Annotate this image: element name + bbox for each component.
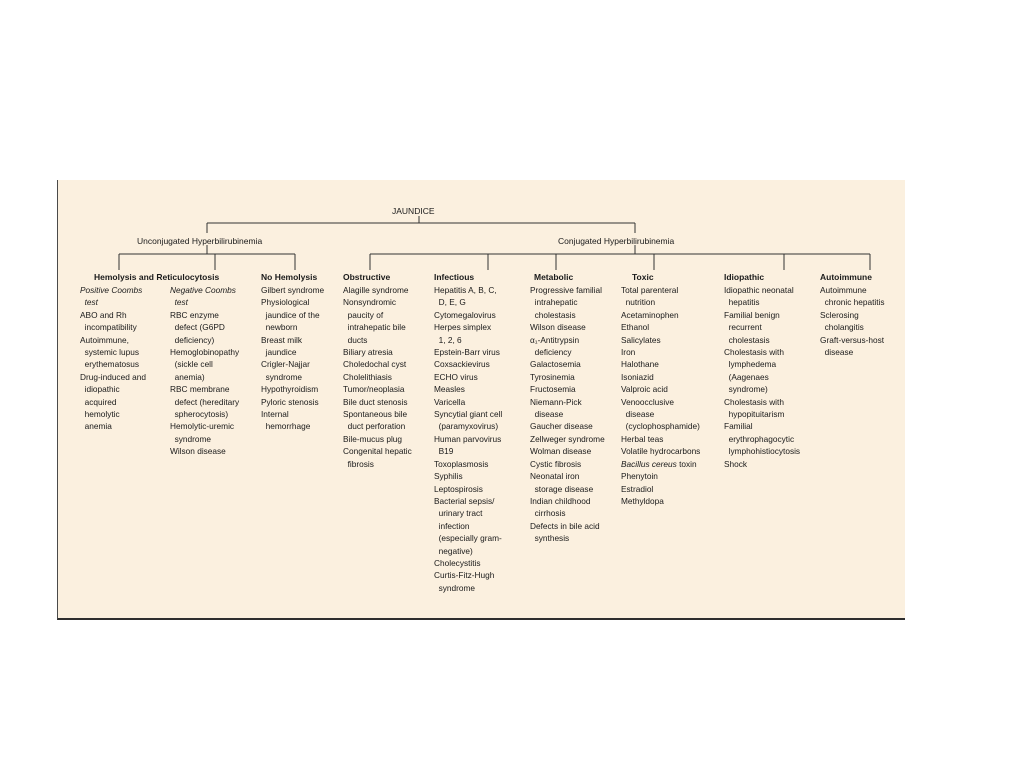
list-item-text: D, E, G — [434, 297, 466, 308]
list-item-text: Cholelithiasis — [343, 371, 392, 382]
list-item-text: Cystic fibrosis — [530, 458, 582, 469]
list-item — [530, 358, 605, 370]
list-item-text: infection — [434, 520, 470, 531]
list-item — [621, 334, 700, 346]
list-item-text: Wolman disease — [530, 446, 592, 457]
list-item — [621, 458, 700, 470]
list-item-text: intrahepatic — [530, 297, 578, 308]
list-item — [724, 445, 800, 457]
list-item — [261, 309, 324, 321]
list-item — [724, 433, 800, 445]
list-item — [724, 334, 800, 346]
column-no-hemolysis — [261, 284, 324, 433]
list-item — [434, 371, 502, 383]
list-item-text: Niemann-Pick — [530, 396, 582, 407]
list-item-text: Leptospirosis — [434, 483, 483, 494]
list-item — [343, 358, 412, 370]
list-item — [170, 296, 239, 308]
list-item-text: ECHO virus — [434, 371, 478, 382]
list-item-text: Tyrosinemia — [530, 371, 575, 382]
column-negative-coombs — [170, 284, 239, 458]
list-item — [434, 309, 502, 321]
list-item — [80, 296, 146, 308]
list-item-text: RBC membrane — [170, 384, 230, 395]
list-item-text: deficiency) — [170, 334, 215, 345]
list-item — [621, 309, 700, 321]
list-item-text: Negative Coombs — [170, 285, 236, 295]
list-item-text: defect (G6PD — [170, 322, 225, 333]
list-item-text: Shock — [724, 458, 748, 469]
list-item — [434, 545, 502, 557]
list-item-text: Halothane — [621, 359, 659, 370]
list-item-text: storage disease — [530, 483, 594, 494]
list-item — [434, 396, 502, 408]
list-item-text: Breast milk — [261, 334, 303, 345]
list-item-text: anemia) — [170, 371, 205, 382]
list-item — [170, 284, 239, 296]
list-item — [343, 346, 412, 358]
list-item-text: Varicella — [434, 396, 466, 407]
list-item-text: Drug-induced and — [80, 371, 146, 382]
list-item — [170, 309, 239, 321]
list-item-text: Wilson disease — [170, 446, 226, 457]
list-item-text: Hemolytic-uremic — [170, 421, 235, 432]
list-item-text: intrahepatic bile — [343, 322, 406, 333]
list-item — [80, 371, 146, 383]
list-item-text: hemorrhage — [261, 421, 311, 432]
list-item-text: Alagille syndrome — [343, 285, 409, 295]
list-item-text: Cholestasis with — [724, 347, 784, 358]
list-item — [434, 433, 502, 445]
list-item — [80, 358, 146, 370]
list-item-text: cirrhosis — [530, 508, 566, 519]
list-item-text: Defects in bile acid — [530, 520, 600, 531]
list-item-text: ducts — [343, 334, 368, 345]
list-item-text: Herpes simplex — [434, 322, 492, 333]
list-item — [724, 346, 800, 358]
list-item-text: Progressive familial — [530, 285, 602, 295]
list-item — [343, 433, 412, 445]
list-item-text: erythrophagocytic — [724, 433, 795, 444]
list-item — [621, 284, 700, 296]
list-item — [170, 396, 239, 408]
list-item — [621, 396, 700, 408]
list-item — [80, 383, 146, 395]
list-item — [530, 433, 605, 445]
list-item — [621, 470, 700, 482]
list-item-text: Biliary atresia — [343, 347, 393, 358]
list-item — [261, 296, 324, 308]
list-item-text: chronic hepatitis — [820, 297, 885, 308]
list-item — [261, 408, 324, 420]
list-item-text: Bile duct stenosis — [343, 396, 408, 407]
list-item-text: synthesis — [530, 533, 570, 544]
column-autoimmune — [820, 284, 885, 358]
list-item-text: Gaucher disease — [530, 421, 593, 432]
list-item — [530, 483, 605, 495]
list-item-text: (sickle cell — [170, 359, 213, 370]
list-item-text: Choledochal cyst — [343, 359, 407, 370]
list-item-text: Valproic acid — [621, 384, 668, 395]
list-item-text: disease — [530, 409, 564, 420]
list-item-text: Phenytoin — [621, 471, 658, 482]
list-item-text: Pyloric stenosis — [261, 396, 319, 407]
list-item — [820, 321, 885, 333]
list-item — [434, 420, 502, 432]
list-item — [724, 408, 800, 420]
list-item — [820, 346, 885, 358]
list-item-text: paucity of — [343, 309, 384, 320]
list-item — [621, 296, 700, 308]
list-item-text: α₁-Antitrypsin — [530, 334, 580, 345]
list-item-text: urinary tract — [434, 508, 483, 519]
jaundice-diagram-panel — [57, 180, 905, 620]
list-item-text: Galactosemia — [530, 359, 581, 370]
category-toxic: Toxic — [632, 272, 654, 282]
list-item-text: hepatitis — [724, 297, 760, 308]
list-item-text: Autoimmune, — [80, 334, 129, 345]
list-item — [434, 296, 502, 308]
list-item-text: Positive Coombs — [80, 285, 143, 295]
list-item — [724, 420, 800, 432]
list-item — [621, 495, 700, 507]
list-item — [724, 396, 800, 408]
list-item-text: syndrome — [170, 433, 212, 444]
list-item — [724, 358, 800, 370]
list-item — [261, 396, 324, 408]
list-item-text: Salicylates — [621, 334, 661, 345]
list-item-text: cholangitis — [820, 322, 864, 333]
list-item — [530, 296, 605, 308]
list-item-text: Iron — [621, 347, 636, 358]
list-item-text: Venoocclusive — [621, 396, 675, 407]
list-item-text: recurrent — [724, 322, 762, 333]
list-item-text: incompatibility — [80, 322, 137, 333]
list-item — [343, 309, 412, 321]
list-item-text: Familial — [724, 421, 753, 432]
list-item — [343, 458, 412, 470]
list-item-text: Fructosemia — [530, 384, 576, 395]
list-item-text: acquired — [80, 396, 117, 407]
conjugated-label: Conjugated Hyperbilirubinemia — [558, 236, 675, 246]
list-item — [530, 371, 605, 383]
list-item — [724, 371, 800, 383]
list-item — [170, 321, 239, 333]
list-item — [434, 483, 502, 495]
list-item — [530, 532, 605, 544]
list-item-text: Volatile hydrocarbons — [621, 446, 701, 457]
list-item-text: test — [170, 297, 188, 308]
list-item-suffix: toxin — [676, 458, 697, 469]
list-item — [343, 383, 412, 395]
list-item — [80, 309, 146, 321]
list-item — [343, 371, 412, 383]
list-item — [434, 495, 502, 507]
list-item-text: Herbal teas — [621, 433, 664, 444]
column-obstructive — [343, 284, 412, 470]
list-item-text: 1, 2, 6 — [434, 334, 462, 345]
list-item-text: test — [80, 297, 98, 308]
list-item-text: Syphilis — [434, 471, 463, 482]
list-item — [80, 346, 146, 358]
list-item-text: disease — [820, 347, 854, 358]
list-item — [530, 470, 605, 482]
list-item-text: Neonatal iron — [530, 471, 580, 482]
list-item-text: defect (hereditary — [170, 396, 240, 407]
list-item — [170, 334, 239, 346]
list-item-text: lymphedema — [724, 359, 777, 370]
list-item — [170, 358, 239, 370]
list-item — [343, 296, 412, 308]
list-item — [170, 420, 239, 432]
list-item — [343, 321, 412, 333]
list-item-text: disease — [621, 409, 655, 420]
list-item-text: newborn — [261, 322, 298, 333]
list-item-text: Human parvovirus — [434, 433, 502, 444]
list-item-text: Graft-versus-host — [820, 334, 885, 345]
list-item — [530, 309, 605, 321]
list-item — [530, 284, 605, 296]
list-item — [434, 470, 502, 482]
list-item — [530, 520, 605, 532]
list-item — [170, 371, 239, 383]
list-item — [530, 420, 605, 432]
list-item-text: Internal — [261, 409, 289, 420]
list-item — [343, 334, 412, 346]
list-item — [621, 383, 700, 395]
list-item-text: fibrosis — [343, 458, 374, 469]
list-item-text: systemic lupus — [80, 347, 140, 358]
list-item-text: duct perforation — [343, 421, 406, 432]
list-item-text: nutrition — [621, 297, 656, 308]
list-item — [434, 383, 502, 395]
category-obstructive: Obstructive — [343, 272, 391, 282]
list-item-text: Zellweger syndrome — [530, 433, 605, 444]
list-item — [621, 433, 700, 445]
list-item — [343, 420, 412, 432]
list-item-text: Congenital hepatic — [343, 446, 412, 457]
column-metabolic — [530, 284, 605, 545]
list-item-text: Bacillus cereus — [621, 458, 677, 469]
list-item — [170, 408, 239, 420]
list-item — [80, 284, 146, 296]
list-item-text: Cholestasis with — [724, 396, 784, 407]
list-item — [530, 408, 605, 420]
list-item — [621, 483, 700, 495]
list-item — [343, 445, 412, 457]
list-item — [434, 284, 502, 296]
list-item — [434, 445, 502, 457]
list-item — [530, 321, 605, 333]
list-item-text: negative) — [434, 545, 473, 556]
list-item — [261, 346, 324, 358]
list-item — [621, 408, 700, 420]
list-item-text: Hepatitis A, B, C, — [434, 285, 497, 295]
list-item — [434, 458, 502, 470]
list-item-text: erythematosus — [80, 359, 140, 370]
list-item — [261, 334, 324, 346]
list-item — [434, 532, 502, 544]
list-item — [261, 371, 324, 383]
category-infectious: Infectious — [434, 272, 475, 282]
list-item-text: hypopituitarism — [724, 409, 785, 420]
list-item — [261, 420, 324, 432]
list-item — [170, 433, 239, 445]
list-item-text: Estradiol — [621, 483, 654, 494]
column-infectious — [434, 284, 502, 594]
list-item-text: Crigler-Najjar — [261, 359, 310, 370]
list-item — [434, 520, 502, 532]
list-item — [261, 321, 324, 333]
list-item-text: Syncytial giant cell — [434, 409, 503, 420]
list-item-text: Hypothyroidism — [261, 384, 319, 395]
list-item-text: Nonsyndromic — [343, 297, 397, 308]
list-item-text: Total parenteral — [621, 285, 679, 295]
list-item — [724, 296, 800, 308]
list-item-text: Tumor/neoplasia — [343, 384, 405, 395]
list-item — [261, 284, 324, 296]
column-idiopathic — [724, 284, 800, 470]
category-hemolysis: Hemolysis and Reticulocytosis — [94, 272, 220, 282]
list-item-text: Hemoglobinopathy — [170, 347, 240, 358]
list-item — [724, 321, 800, 333]
list-item-text: Wilson disease — [530, 322, 586, 333]
list-item-text: lymphohistiocytosis — [724, 446, 801, 457]
list-item-text: (paramyxovirus) — [434, 421, 499, 432]
list-item — [80, 408, 146, 420]
root-label: JAUNDICE — [392, 206, 435, 216]
list-item — [343, 396, 412, 408]
list-item — [820, 334, 885, 346]
list-item — [170, 445, 239, 457]
list-item-text: Curtis-Fitz-Hugh — [434, 570, 495, 581]
list-item-text: Cytomegalovirus — [434, 309, 496, 320]
list-item — [530, 458, 605, 470]
list-item-text: Measles — [434, 384, 465, 395]
list-item — [621, 445, 700, 457]
list-item-text: anemia — [80, 421, 112, 432]
list-item — [530, 383, 605, 395]
list-item — [530, 495, 605, 507]
list-item — [261, 358, 324, 370]
category-autoimmune: Autoimmune — [820, 272, 872, 282]
list-item — [434, 557, 502, 569]
list-item-text: jaundice of the — [261, 309, 320, 320]
list-item — [261, 383, 324, 395]
list-item — [724, 309, 800, 321]
list-item — [434, 408, 502, 420]
list-item — [434, 321, 502, 333]
list-item-text: Gilbert syndrome — [261, 285, 325, 295]
category-metabolic: Metabolic — [534, 272, 574, 282]
list-item-text: Bile-mucus plug — [343, 433, 403, 444]
list-item-text: (especially gram- — [434, 533, 502, 544]
list-item — [434, 507, 502, 519]
list-item-text: syndrome) — [724, 384, 768, 395]
list-item-text: Coxsackievirus — [434, 359, 490, 370]
list-item-text: Ethanol — [621, 322, 650, 333]
list-item — [621, 321, 700, 333]
list-item — [80, 321, 146, 333]
list-item — [530, 507, 605, 519]
list-item-text: cholestasis — [724, 334, 770, 345]
list-item — [724, 458, 800, 470]
list-item-text: Isoniazid — [621, 371, 654, 382]
list-item-text: Indian childhood — [530, 495, 591, 506]
list-item-text: Epstein-Barr virus — [434, 347, 500, 358]
list-item-text: (Aagenaes — [724, 371, 769, 382]
list-item — [343, 408, 412, 420]
list-item-text: Acetaminophen — [621, 309, 679, 320]
list-item — [530, 445, 605, 457]
list-item-text: deficiency — [530, 347, 572, 358]
list-item-text: Autoimmune — [820, 285, 867, 295]
list-item-text: Familial benign — [724, 309, 780, 320]
list-item — [80, 420, 146, 432]
list-item-text: Cholecystitis — [434, 557, 481, 568]
category-no-hemolysis: No Hemolysis — [261, 272, 318, 282]
list-item — [343, 284, 412, 296]
column-positive-coombs — [80, 284, 146, 433]
list-item — [621, 420, 700, 432]
list-item — [434, 334, 502, 346]
list-item-text: Physiological — [261, 297, 310, 308]
list-item-text: Spontaneous bile — [343, 409, 408, 420]
list-item — [724, 284, 800, 296]
list-item-text: Bacterial sepsis/ — [434, 495, 495, 506]
list-item — [820, 296, 885, 308]
list-item — [530, 334, 605, 346]
list-item — [434, 358, 502, 370]
list-item — [530, 346, 605, 358]
list-item-text: ABO and Rh — [80, 309, 127, 320]
column-toxic — [621, 284, 700, 507]
list-item-text: Toxoplasmosis — [434, 458, 489, 469]
list-item-text: RBC enzyme — [170, 309, 219, 320]
list-item-text: hemolytic — [80, 409, 120, 420]
list-item — [434, 569, 502, 581]
list-item — [434, 346, 502, 358]
list-item — [80, 334, 146, 346]
list-item-text: cholestasis — [530, 309, 576, 320]
list-item — [724, 383, 800, 395]
list-item — [530, 396, 605, 408]
list-item — [170, 383, 239, 395]
list-item-text: Idiopathic neonatal — [724, 285, 794, 295]
list-item-text: Methyldopa — [621, 495, 664, 506]
list-item — [621, 371, 700, 383]
list-item-text: (cyclophosphamide) — [621, 421, 700, 432]
list-item-text: idiopathic — [80, 384, 120, 395]
list-item — [820, 284, 885, 296]
list-item — [434, 582, 502, 594]
list-item-text: B19 — [434, 446, 454, 457]
list-item — [621, 358, 700, 370]
list-item-text: syndrome — [434, 582, 476, 593]
list-item-text: jaundice — [261, 347, 297, 358]
list-item — [820, 309, 885, 321]
list-item-text: spherocytosis) — [170, 409, 229, 420]
list-item-text: syndrome — [261, 371, 303, 382]
list-item — [621, 346, 700, 358]
list-item — [170, 346, 239, 358]
list-item — [80, 396, 146, 408]
unconjugated-label: Unconjugated Hyperbilirubinemia — [137, 236, 263, 246]
list-item-text: Sclerosing — [820, 309, 859, 320]
category-idiopathic: Idiopathic — [724, 272, 765, 282]
